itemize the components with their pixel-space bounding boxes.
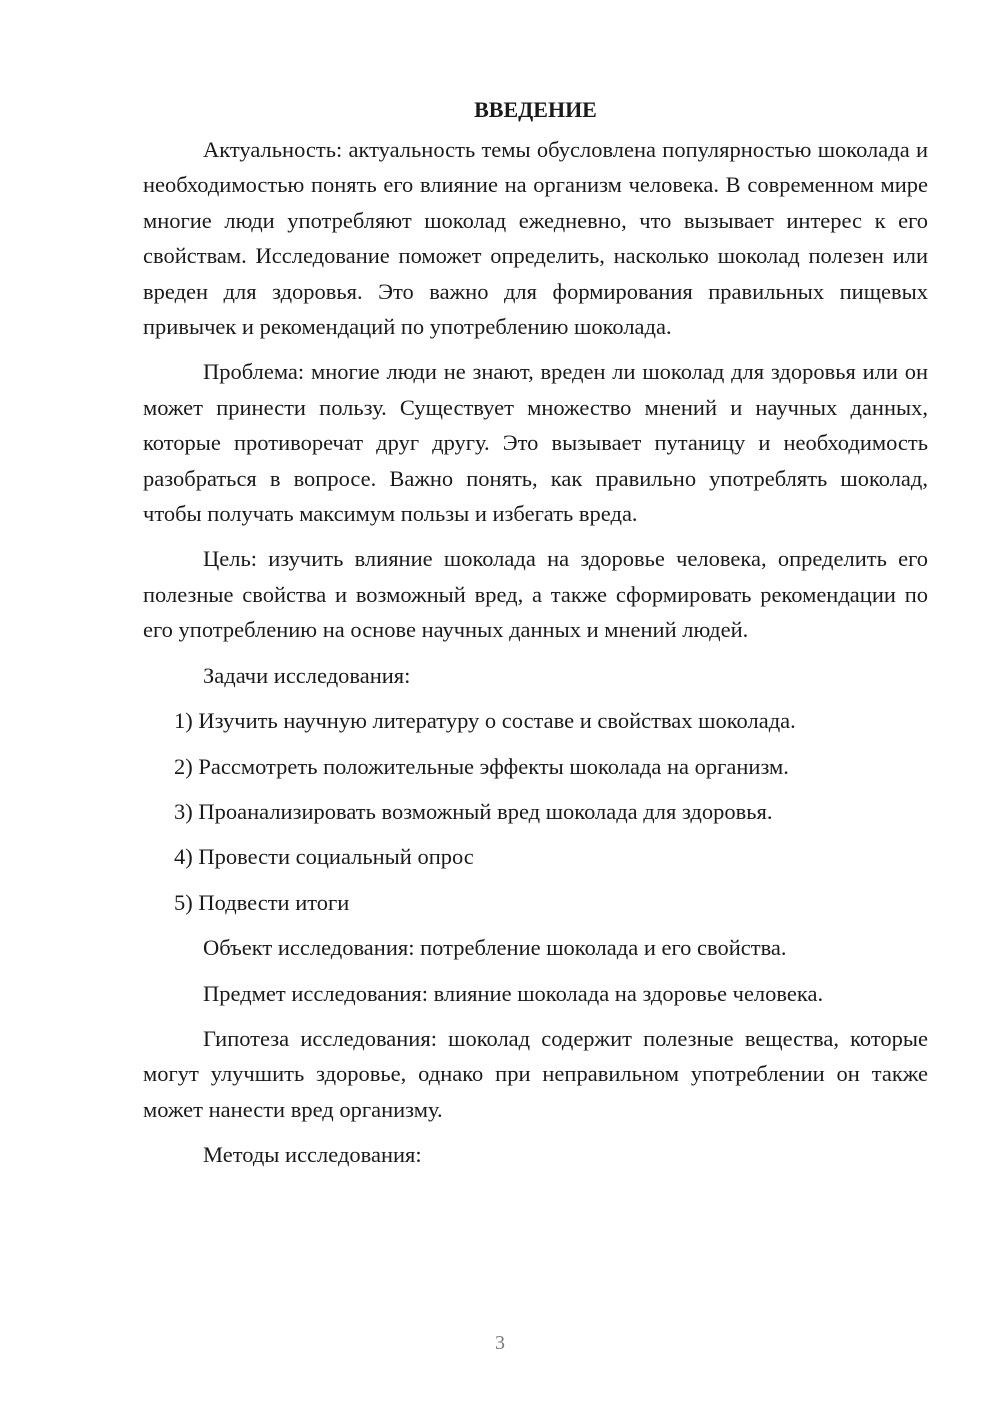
- page-number: 3: [495, 1332, 505, 1354]
- document-page: [143, 92, 928, 1183]
- task-item: 4) Провести социальный опрос: [174, 844, 474, 870]
- task-item: 5) Подвести итоги: [174, 889, 350, 915]
- task-item: 3) Проанализировать возможный вред шоколада для здоровья.: [174, 798, 773, 824]
- subject-paragraph: Предмет исследования: влияние шоколада на здоровье человека.: [203, 980, 824, 1006]
- relevance-paragraph: Актуальность: актуальность темы обусловлена популярностью шоколада и необходимостью понять его влияние на организм человека. В современном мире многие люди употребляют шоколад ежедневно, что вызывает интерес к его свойствам. Исследование поможет определить, насколько шоколад полезен или вреден для здоровья. Это важно для формирования правильных пищевых привычек и рекомендаций по употреблению шоколада.: [143, 137, 928, 340]
- section-title: ВВЕДЕНИЕ: [474, 97, 597, 122]
- problem-paragraph: Проблема: многие люди не знают, вреден ли шоколад для здоровья или он может принести пользу. Существует множество мнений и научных данных, которые противоречат друг другу. Это вызывает путаницу и необходимость разобраться в вопросе. Важно понять, как правильно употреблять шоколад, чтобы получать максимум пользы и избегать вреда.: [143, 359, 928, 527]
- task-item: 2) Рассмотреть положительные эффекты шоколада на организм.: [174, 753, 789, 779]
- object-paragraph: Объект исследования: потребление шоколада и его свойства.: [203, 935, 787, 961]
- tasks-list: [143, 703, 928, 920]
- goal-paragraph: Цель: изучить влияние шоколада на здоровье человека, определить его полезные свойства и возможный вред, а также сформировать рекомендации по его употреблению на основе научных данных и мнений людей.: [143, 546, 928, 643]
- tasks-heading: Задачи исследования:: [203, 662, 411, 688]
- methods-heading: Методы исследования:: [203, 1142, 422, 1168]
- task-item: 1) Изучить научную литературу о составе и свойствах шоколада.: [174, 708, 796, 734]
- hypothesis-paragraph: Гипотеза исследования: шоколад содержит полезные вещества, которые могут улучшить здоровье, однако при неправильном употреблении он также может нанести вред организму.: [143, 1025, 928, 1122]
